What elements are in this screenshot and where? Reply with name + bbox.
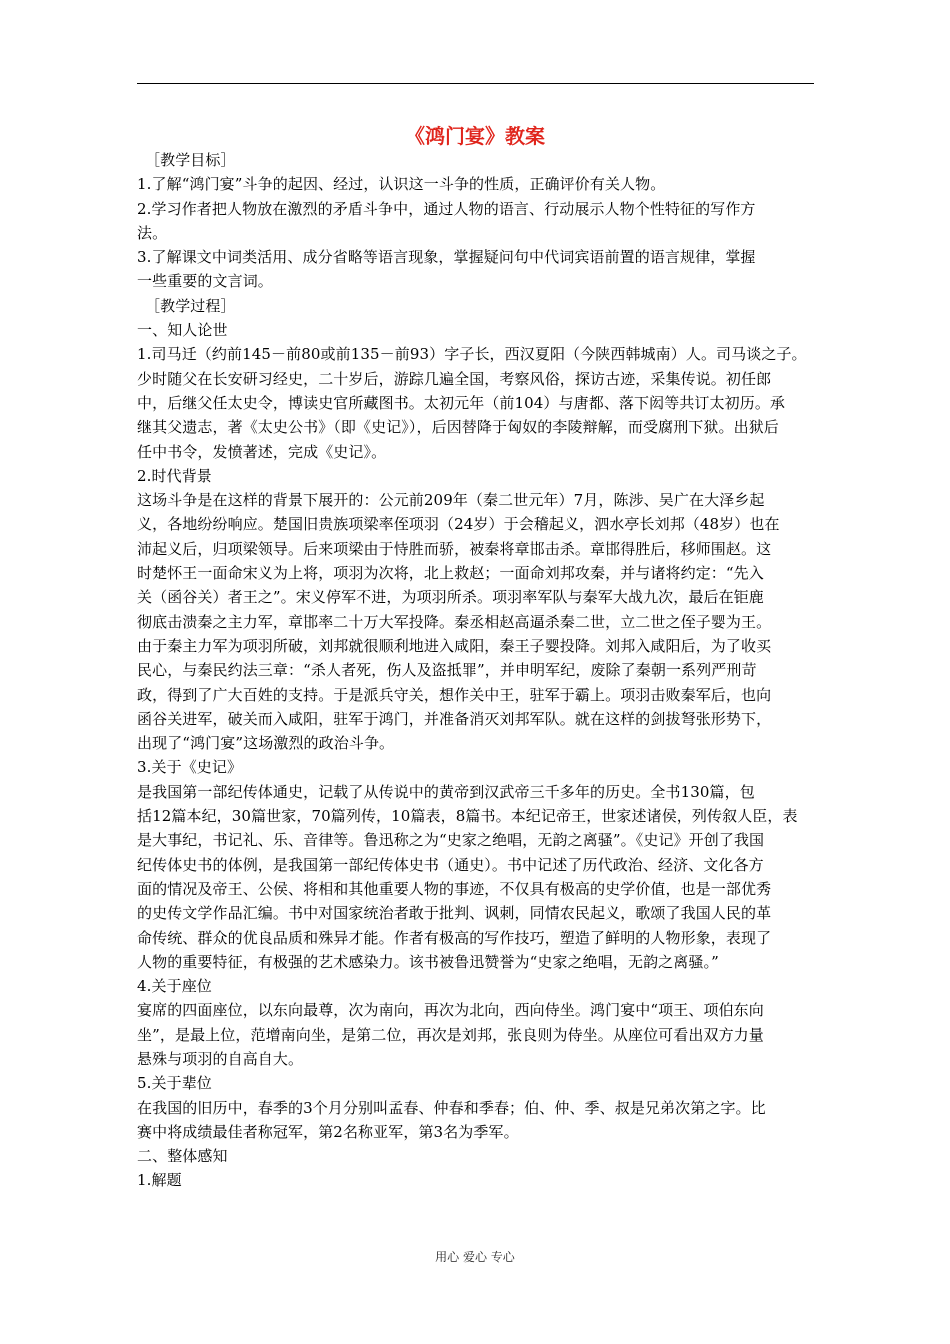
text-line: 宴席的四面座位，以东向最尊，次为南向，再次为北向，西向侍坐。鸿门宴中“项王、项伯东向 (137, 1001, 764, 1020)
document-body (137, 148, 814, 1193)
header-rule (137, 83, 814, 84)
text-line: 1.司马迁（约前145－前80或前135－前93）字子长，西汉夏阳（今陕西韩城南）人。司马谈之子。 (137, 345, 807, 364)
text-line: 面的情况及帝王、公侯、将相和其他重要人物的事迹，不仅具有极高的史学价值，也是一部优秀 (137, 879, 772, 898)
text-line: 赛中将成绩最佳者称冠军，第2名称亚军，第3名为季军。 (137, 1122, 519, 1141)
text-line: ［教学目标］ (145, 151, 236, 169)
text-line: 少时随父在长安研习经史，二十岁后，游踪几遍全国，考察风俗，探访古迹，采集传说。初任郎 (137, 369, 772, 388)
text-line: 括12篇本纪，30篇世家，70篇列传，10篇表，8篇书。本纪记帝王，世家述诸侯，列传叙人臣，表 (137, 807, 798, 826)
text-line: 1.了解“鸿门宴”斗争的起因、经过，认识这一斗争的性质，正确评价有关人物。 (137, 175, 666, 194)
text-line: 一、知人论世 (137, 321, 228, 340)
text-line: 一些重要的文言词。 (137, 272, 273, 291)
text-line: 政，得到了广大百姓的支持。于是派兵守关，想作关中王，驻军于霸上。项羽击败秦军后，也向 (137, 685, 772, 704)
text-line: 关（函谷关）者王之”。宋义停军不进，为项羽所杀。项羽率军队与秦军大战九次，最后在钜鹿 (137, 588, 764, 607)
text-line: 彻底击溃秦之主力军，章邯率二十万大军投降。秦丞相赵高逼杀秦二世，立二世之侄子婴为王。 (137, 612, 772, 631)
text-line: 2.时代背景 (137, 466, 212, 485)
text-line: 是我国第一部纪传体通史，记载了从传说中的黄帝到汉武帝三千多年的历史。全书130篇，包 (137, 782, 755, 801)
text-line: 是大事纪，书记礼、乐、音律等。鲁迅称之为“史家之绝唱，无韵之离骚”。《史记》开创了我国 (137, 831, 765, 850)
text-line: 二、整体感知 (137, 1147, 228, 1166)
text-line: 3.了解课文中词类活用、成分省略等语言现象，掌握疑问句中代词宾语前置的语言规律，掌握 (137, 248, 756, 267)
text-line: 法。 (137, 223, 168, 242)
document-title: 《鸿门宴》教案 (405, 124, 545, 148)
text-line: 沛起义后，归项梁领导。后来项梁由于恃胜而骄，被秦将章邯击杀。章邯得胜后，移师围赵。这 (137, 539, 772, 558)
text-line: 这场斗争是在这样的背景下展开的：公元前209年（秦二世元年）7月，陈涉、吴广在大泽乡起 (137, 491, 765, 510)
text-line: 在我国的旧历中，春季的3个月分别叫孟春、仲春和季春；伯、仲、季、叔是兄弟次第之字。比 (137, 1098, 766, 1117)
text-line: 时楚怀王一面命宋义为上将，项羽为次将，北上救赵；一面命刘邦攻秦，并与诸将约定：“先入 (137, 564, 764, 583)
text-line: 函谷关进军，破关而入咸阳，驻军于鸿门，并准备消灭刘邦军队。就在这样的剑拔弩张形势下， (137, 709, 772, 728)
text-line: 义，各地纷纷响应。楚国旧贵族项梁率侄项羽（24岁）于会稽起义，泗水亭长刘邦（48岁）也在 (137, 515, 780, 534)
text-line: ［教学过程］ (145, 296, 236, 315)
text-line: 命传统、群众的优良品质和殊异才能。作者有极高的写作技巧，塑造了鲜明的人物形象，表现了 (137, 928, 772, 947)
text-line: 悬殊与项羽的自高自大。 (137, 1049, 304, 1068)
text-line: 1.解题 (137, 1171, 182, 1190)
text-line: 2.学习作者把人物放在激烈的矛盾斗争中，通过人物的语言、行动展示人物个性特征的写作方 (137, 199, 756, 218)
text-line: 出现了“鸿门宴”这场激烈的政治斗争。 (137, 734, 395, 753)
text-line: 纪传体史书的体例，是我国第一部纪传体史书（通史）。书中记述了历代政治、经济、文化各方 (137, 855, 764, 874)
page-footer: 用心 爱心 专心 (435, 1250, 515, 1264)
text-line: 任中书令，发愤著述，完成《史记》。 (137, 442, 387, 461)
text-line: 人物的重要特征，有极强的艺术感染力。该书被鲁迅赞誉为“史家之绝唱，无韵之离骚。” (137, 952, 719, 971)
text-line: 继其父遗志，著《太史公书》（即《史记》），后因替降于匈奴的李陵辩解，而受腐刑下狱。出狱后 (137, 418, 779, 437)
text-line: 的史传文学作品汇编。书中对国家统治者敢于批判、讽刺，同情农民起义，歌颂了我国人民的革 (137, 904, 772, 923)
text-line: 坐”，是最上位，范增南向坐，是第二位，再次是刘邦，张良则为侍坐。从座位可看出双方力量 (137, 1025, 764, 1044)
text-line: 中，后继父任太史令，博读史官所藏图书。太初元年（前104）与唐都、落下闳等共订太初历。承 (137, 393, 786, 412)
text-line: 3.关于《史记》 (137, 758, 243, 777)
text-line: 4.关于座位 (137, 977, 212, 996)
text-line: 5.关于辈位 (137, 1074, 212, 1093)
text-line: 民心，与秦民约法三章：“杀人者死，伤人及盗抵罪”，并申明军纪，废除了秦朝一系列严刑苛 (137, 661, 757, 680)
text-line: 由于秦主力军为项羽所破，刘邦就很顺利地进入咸阳，秦王子婴投降。刘邦入咸阳后，为了收买 (137, 636, 772, 655)
